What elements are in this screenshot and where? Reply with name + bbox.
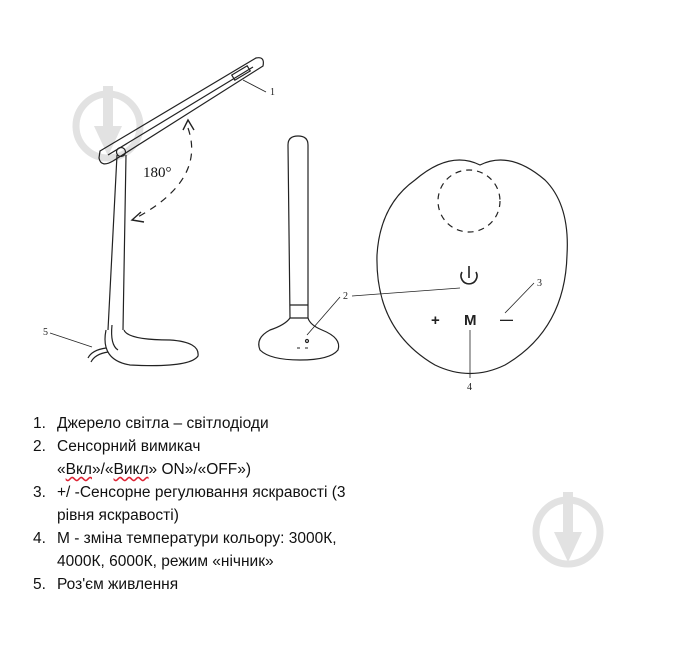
angle-label: 180° bbox=[143, 165, 172, 181]
lamp-front-view bbox=[259, 136, 339, 360]
callout-4: 4 bbox=[467, 382, 472, 393]
legend-item: 3. +/ -Сенсорне регулювання яскравості (3 рівня яскравості) bbox=[33, 484, 346, 524]
watermark-pen-icon bbox=[530, 488, 606, 584]
legend-item: 4. М - зміна температури кольору: 3000К, 4000К, 6000К, режим «нічник» bbox=[33, 530, 337, 570]
minus-button-label: — bbox=[500, 312, 513, 327]
lamp-top-view bbox=[377, 160, 567, 374]
legend-list bbox=[33, 412, 363, 596]
legend-item: 1. Джерело світла – світлодіоди bbox=[33, 415, 269, 432]
callout-2: 2 bbox=[343, 291, 348, 302]
mode-button-label: M bbox=[464, 312, 477, 329]
callout-3: 3 bbox=[537, 278, 542, 289]
callout-1: 1 bbox=[270, 87, 275, 98]
plus-button-label: + bbox=[431, 312, 440, 329]
legend-item: 2. Сенсорний вимикач «Вкл»/«Викл» ON»/«OFF») bbox=[33, 438, 252, 478]
lamp-side-view bbox=[88, 58, 263, 366]
legend-item: 5. Роз'єм живлення bbox=[33, 576, 179, 593]
callout-5: 5 bbox=[43, 327, 48, 338]
